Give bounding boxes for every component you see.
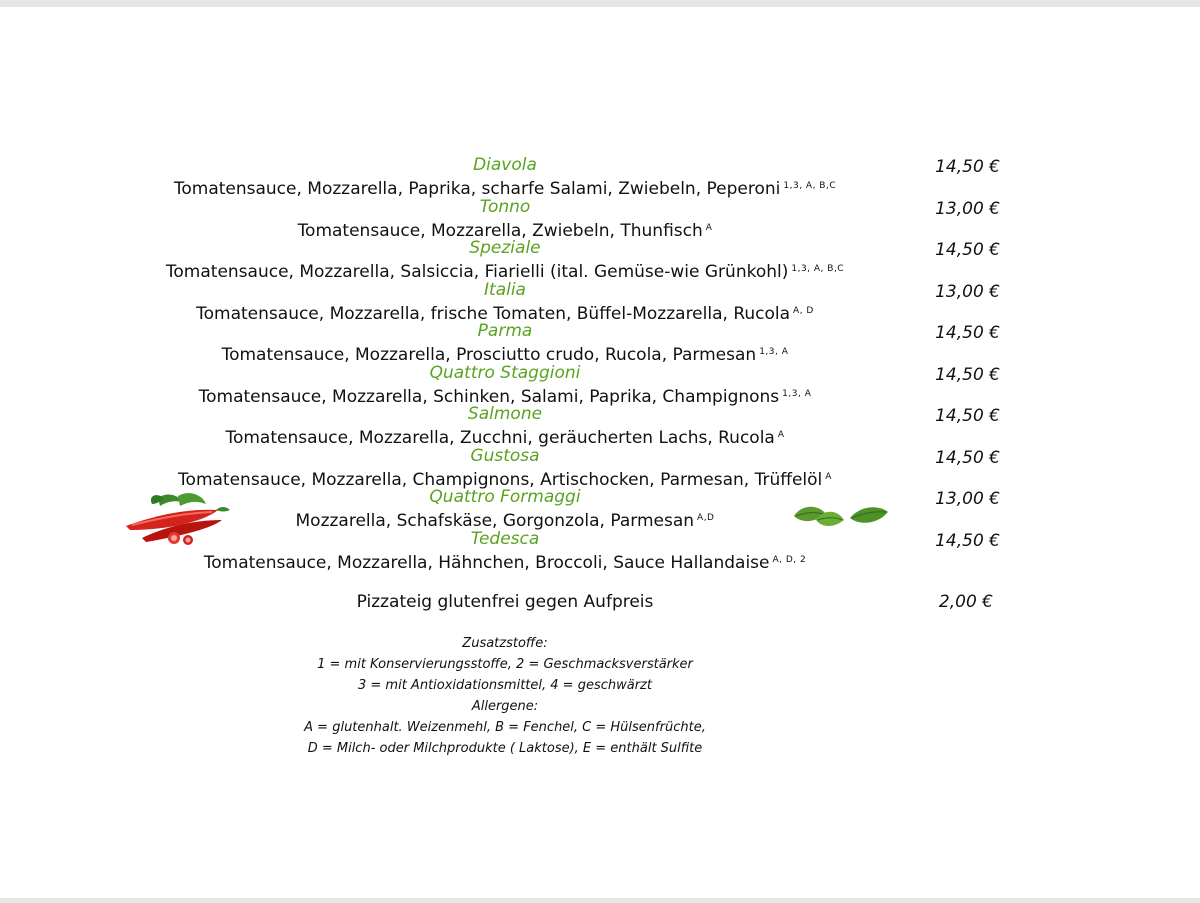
pizza-ingredients: Tomatensauce, Mozzarella, Prosciutto crudo, Rucola, Parmesan $^{1,3, A}$ <box>221 345 789 365</box>
pizza-price: 14,50 € <box>935 323 1000 343</box>
allergen-codes: A <box>825 471 832 482</box>
pizza-name: Tonno <box>479 196 531 217</box>
menu-item <box>0 279 1200 324</box>
gluten-free-price: 2,00 € <box>938 592 993 612</box>
pizza-ingredients: Tomatensauce, Mozzarella, Hähnchen, Broccoli, Sauce Hallandaise $^{A, D, 2}$ <box>203 552 807 573</box>
pizza-name: Salmone <box>467 404 543 424</box>
pizza-price: 14,50 € <box>935 364 1000 385</box>
menu-item <box>0 403 1200 448</box>
pizza-price: 14,50 € <box>935 157 1000 177</box>
chili-peppers-icon <box>122 490 234 550</box>
menu-item <box>0 154 1200 199</box>
allergen-codes: 1,3, A <box>782 388 812 399</box>
allergens-line: D = Milch- oder Milchprodukte ( Laktose), E = enthält Sulfite <box>307 741 703 756</box>
pizza-name: Speziale <box>469 238 541 258</box>
pizza-price: 13,00 € <box>935 281 1000 302</box>
allergen-codes: A,D <box>697 513 715 523</box>
pizza-ingredients: Tomatensauce, Mozzarella, Zucchni, geräucherten Lachs, Rucola $^A$ <box>225 428 785 448</box>
allergens-line: A = glutenhalt. Weizenmehl, B = Fenchel, C = Hülsenfrüchte, <box>304 720 706 735</box>
pizza-name: Quattro Staggioni <box>429 362 581 383</box>
allergen-codes: 1,3, A <box>759 347 789 357</box>
allergen-codes: A, D, 2 <box>772 554 807 565</box>
menu-item <box>0 320 1200 365</box>
pizza-price: 13,00 € <box>935 489 1000 509</box>
menu-item <box>0 362 1200 407</box>
menu-item <box>0 237 1200 282</box>
pizza-ingredients: Mozzarella, Schafskäse, Gorgonzola, Parmesan $^{A,D}$ <box>295 511 715 531</box>
pizza-name: Tedesca <box>470 528 540 549</box>
menu-item <box>0 196 1200 241</box>
pizza-price: 14,50 € <box>935 406 1000 426</box>
pizza-price: 14,50 € <box>935 447 1000 468</box>
pizza-ingredients: Tomatensauce, Mozzarella, frische Tomaten, Büffel-Mozzarella, Rucola $^{A, D}$ <box>196 303 814 324</box>
additives-title: Zusatzstoffe: <box>462 636 548 651</box>
top-border <box>0 0 1200 7</box>
allergen-codes: A <box>777 430 785 440</box>
footnotes <box>0 633 1010 759</box>
pizza-name: Parma <box>477 321 533 341</box>
pizza-ingredients: Tomatensauce, Mozzarella, Zwiebeln, Thunfisch $^A$ <box>297 220 713 241</box>
pizza-ingredients: Tomatensauce, Mozzarella, Paprika, scharfe Salami, Zwiebeln, Peperoni $^{1,3, A, B,C}$ <box>173 179 837 199</box>
gluten-free-row <box>0 590 1200 616</box>
pizza-name: Diavola <box>473 155 537 175</box>
pizza-price: 14,50 € <box>935 240 1000 260</box>
pizza-ingredients: Tomatensauce, Mozzarella, Champignons, Artischocken, Parmesan, Trüffelöl $^A$ <box>178 469 832 490</box>
allergen-codes: 1,3, A, B,C <box>791 264 845 274</box>
pizza-name: Italia <box>484 279 526 300</box>
pizza-name: Gustosa <box>470 445 540 466</box>
additives-line: 1 = mit Konservierungsstoffe, 2 = Geschmacksverstärker <box>317 657 693 672</box>
allergen-codes: A <box>705 222 713 233</box>
bottom-border <box>0 898 1200 903</box>
allergen-codes: 1,3, A, B,C <box>783 181 837 191</box>
pizza-ingredients: Tomatensauce, Mozzarella, Schinken, Salami, Paprika, Champignons $^{1,3, A}$ <box>198 386 812 407</box>
basil-leaves-icon <box>792 502 892 532</box>
pizza-ingredients: Tomatensauce, Mozzarella, Salsiccia, Fiarielli (ital. Gemüse-wie Grünkohl) $^{1,3, A, B,C}$ <box>165 262 845 282</box>
menu-item <box>0 445 1200 490</box>
allergens-title: Allergene: <box>471 699 539 714</box>
pizza-price: 13,00 € <box>935 198 1000 219</box>
gluten-free-label: Pizzateig glutenfrei gegen Aufpreis <box>356 592 654 612</box>
pizza-price: 14,50 € <box>935 530 1000 551</box>
pizza-name: Quattro Formaggi <box>429 487 581 507</box>
additives-line: 3 = mit Antioxidationsmittel, 4 = geschwärzt <box>358 678 652 693</box>
allergen-codes: A, D <box>793 305 814 316</box>
